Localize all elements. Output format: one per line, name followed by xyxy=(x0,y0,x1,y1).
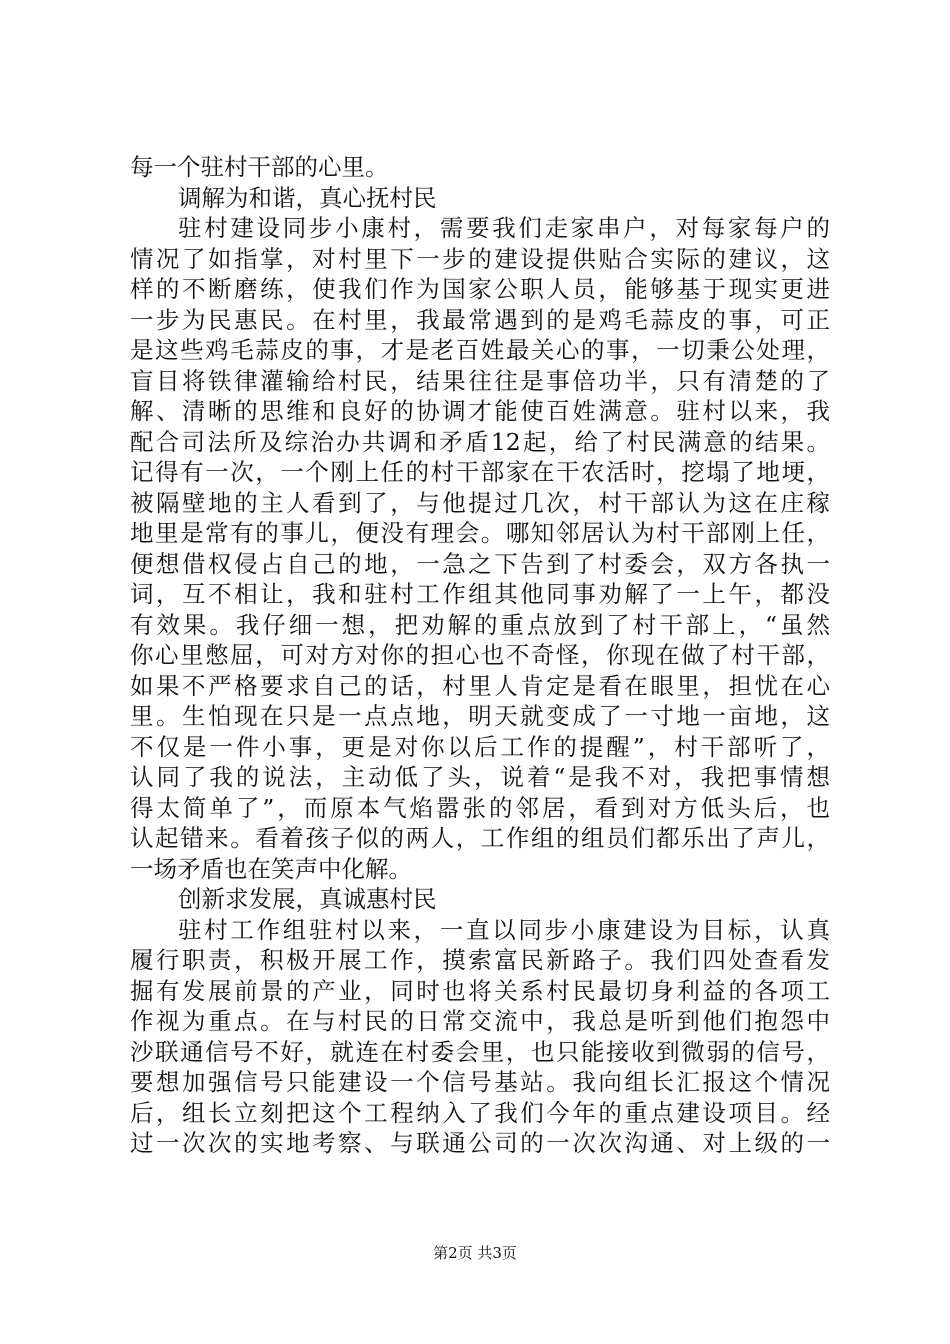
section-heading: 调解为和谐，真心抚村民 xyxy=(178,183,437,212)
text-line: 每一个驻村干部的心里。 xyxy=(130,153,389,181)
text-line: 不仅是一件小事，更是对你以后工作的提醒”，村干部听了， xyxy=(130,732,830,761)
paragraph-first-line: 驻村工作组驻村以来，一直以同步小康建设为目标，认真 xyxy=(178,915,830,944)
text-line: 里。生怕现在只是一点点地，明天就变成了一寸地一亩地，这 xyxy=(130,702,830,730)
text-line: 盲目将铁律灌输给村民，结果往往是事倍功半，只有清楚的了 xyxy=(130,366,830,395)
text-line: 沙联通信号不好，就连在村委会里，也只能接收到微弱的信号， xyxy=(130,1037,830,1066)
text-line: 是这些鸡毛蒜皮的事，才是老百姓最关心的事，一切秉公处理， xyxy=(130,336,830,364)
text-line: 解、清晰的思维和良好的协调才能使百姓满意。驻村以来，我 xyxy=(130,397,830,425)
text-line: 情况了如指掌，对村里下一步的建设提供贴合实际的建议，这 xyxy=(130,244,830,273)
paragraph-last-line: 一场矛盾也在笑声中化解。 xyxy=(130,854,412,883)
text-line: 地里是常有的事儿，便没有理会。哪知邻居认为村干部刚上任， xyxy=(130,519,830,547)
text-line: 被隔壁地的主人看到了，与他提过几次，村干部认为这在庄稼 xyxy=(130,488,830,517)
section-heading: 创新求发展，真诚惠村民 xyxy=(178,885,437,913)
text-line: 配合司法所及综治办共调和矛盾12起，给了村民满意的结果。 xyxy=(130,427,830,456)
text-line: 一步为民惠民。在村里，我最常遇到的是鸡毛蒜皮的事，可正 xyxy=(130,305,830,334)
text-line: 认同了我的说法，主动低了头，说着“是我不对，我把事情想 xyxy=(130,763,830,791)
text-line: 作视为重点。在与村民的日常交流中，我总是听到他们抱怨中 xyxy=(130,1007,830,1035)
page-indicator: 第2页 共3页 xyxy=(433,1244,517,1262)
text-line: 便想借权侵占自己的地，一急之下告到了村委会，双方各执一 xyxy=(130,549,830,578)
text-line: 如果不严格要求自己的话，村里人肯定是看在眼里，担忧在心 xyxy=(130,671,830,700)
text-line: 得太简单了”，而原本气焰嚣张的邻居，看到对方低头后，也 xyxy=(130,793,830,822)
text-line: 认起错来。看着孩子似的两人，工作组的组员们都乐出了声儿， xyxy=(130,824,830,852)
text-line: 记得有一次，一个刚上任的村干部家在干农活时，挖塌了地埂， xyxy=(130,458,830,486)
text-line: 有效果。我仔细一想，把劝解的重点放到了村干部上，“虽然 xyxy=(130,610,830,639)
text-line: 要想加强信号只能建设一个信号基站。我向组长汇报这个情况 xyxy=(130,1068,830,1096)
text-line: 后，组长立刻把这个工程纳入了我们今年的重点建设项目。经 xyxy=(130,1098,830,1127)
text-line: 履行职责，积极开展工作，摸索富民新路子。我们四处查看发 xyxy=(130,946,830,974)
text-line: 词，互不相让，我和驻村工作组其他同事劝解了一上午，都没 xyxy=(130,580,830,608)
text-line: 过一次次的实地考察、与联通公司的一次次沟通、对上级的一 xyxy=(130,1129,830,1157)
text-line: 掘有发展前景的产业，同时也将关系村民最切身利益的各项工 xyxy=(130,976,830,1005)
page-footer xyxy=(0,1243,950,1263)
text-line: 样的不断磨练，使我们作为国家公职人员，能够基于现实更进 xyxy=(130,275,830,303)
body-text xyxy=(130,152,830,1159)
paragraph-first-line: 驻村建设同步小康村，需要我们走家串户，对每家每户的 xyxy=(178,214,830,242)
text-line: 你心里憋屈，可对方对你的担心也不奇怪，你现在做了村干部， xyxy=(130,641,830,669)
